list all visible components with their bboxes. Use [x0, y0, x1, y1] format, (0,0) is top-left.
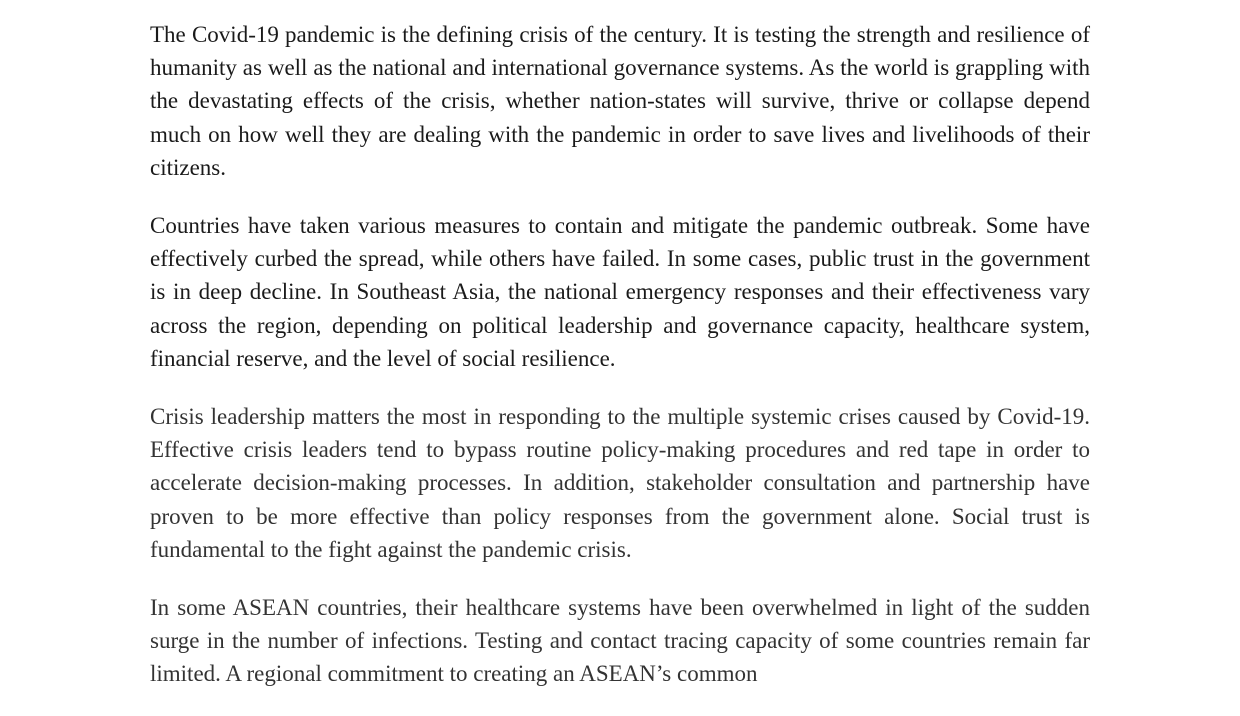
- paragraph-2: Countries have taken various measures to contain and mitigate the pandemic outbreak. Some have effectively curbed the spread, while others have failed. In some cases, public trust in the government is in deep decline. In Southeast Asia, the national emergency responses and their effectiveness vary across the region, depending on political leadership and governance capacity, healthcare system, financial reserve, and the level of social resilience.: [150, 213, 1090, 371]
- document-page: [150, 18, 1090, 716]
- paragraph-1: The Covid-19 pandemic is the defining crisis of the century. It is testing the strength and resilience of humanity as well as the national and international governance systems. As the world is grappling with the devastating effects of the crisis, whether nation-states will survive, thrive or collapse depend much on how well they are dealing with the pandemic in order to save lives and livelihoods of their citizens.: [150, 22, 1090, 180]
- paragraph-4: In some ASEAN countries, their healthcare systems have been overwhelmed in light of the sudden surge in the number of infections. Testing and contact tracing capacity of some countries remain far limited. A regional commitment to creating an ASEAN’s common: [150, 595, 1090, 687]
- paragraph-3: Crisis leadership matters the most in responding to the multiple systemic crises caused by Covid-19. Effective crisis leaders tend to bypass routine policy-making procedures and red tape in order to accelerate decision-making processes. In addition, stakeholder consultation and partnership have proven to be more effective than policy responses from the government alone. Social trust is fundamental to the fight against the pandemic crisis.: [150, 404, 1090, 562]
